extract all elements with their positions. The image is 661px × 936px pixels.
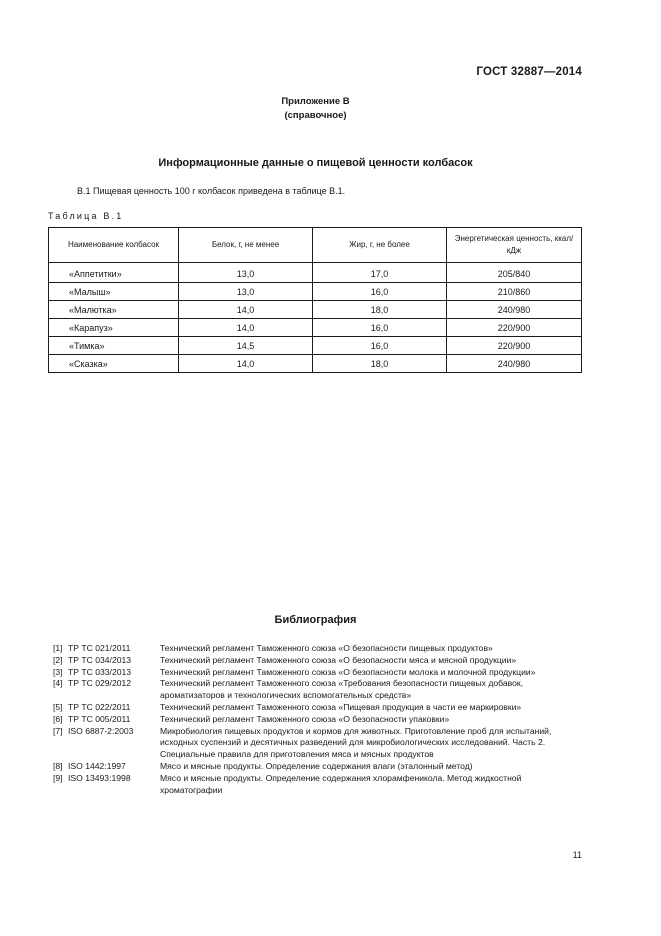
bibliography-text: Микробиология пищевых продуктов и кормов для животных. Приготовление проб для испытаний, исходных суспензий и десятичных разведений для микробиологических исследований. Часть 2. Специальные правила для приготовления мяса и мясных продуктов xyxy=(160,725,552,760)
bibliography-code: ТР ТС 029/2012 xyxy=(68,678,132,689)
bibliography-code: ISO 13493:1998 xyxy=(68,772,131,783)
bibliography-number: [2] xyxy=(53,654,63,665)
table-caption: Таблица В.1 xyxy=(48,211,124,221)
document-code: ГОСТ 32887—2014 xyxy=(476,66,582,78)
table-cell: 210/860 xyxy=(447,283,582,301)
table-row xyxy=(49,263,582,283)
table-cell: 16,0 xyxy=(313,283,447,301)
table-cell: 220/900 xyxy=(447,337,582,355)
table-header-cell: Энергетическая ценность, ккал/кДж xyxy=(447,228,582,263)
bibliography-item xyxy=(53,714,583,726)
table-cell: 240/980 xyxy=(447,301,582,319)
table-cell: «Малыш» xyxy=(49,283,179,301)
bibliography-number: [8] xyxy=(53,760,63,771)
bibliography-text: Технический регламент Таможенного союза «Требования безопасности пищевых добавок, ароматизаторов и технологических вспомогательных средств» xyxy=(160,678,524,701)
nutrition-table xyxy=(48,227,582,373)
bibliography-text: Технический регламент Таможенного союза «Пищевая продукция в части ее маркировки» xyxy=(160,701,522,712)
bibliography-code: ТР ТС 034/2013 xyxy=(68,654,132,665)
bibliography-number: [4] xyxy=(53,678,63,689)
bibliography-number: [9] xyxy=(53,772,63,783)
table-cell: 14,0 xyxy=(179,355,313,373)
bibliography-text: Технический регламент Таможенного союза «О безопасности упаковки» xyxy=(160,713,450,724)
annex-title: Приложение В xyxy=(281,96,350,107)
table-row xyxy=(49,301,582,319)
table-cell: «Малютка» xyxy=(49,301,179,319)
bibliography-item xyxy=(53,667,583,679)
bibliography-list xyxy=(53,643,583,796)
bibliography-number: [7] xyxy=(53,725,63,736)
table-row xyxy=(49,337,582,355)
bibliography-text: Технический регламент Таможенного союза «О безопасности пищевых продуктов» xyxy=(160,643,493,653)
table-cell: 18,0 xyxy=(313,301,447,319)
bibliography-code: ТР ТС 005/2011 xyxy=(68,713,131,724)
bibliography-item xyxy=(53,643,583,655)
table-cell: 16,0 xyxy=(313,337,447,355)
annex-subtitle: (справочное) xyxy=(284,110,347,121)
table-cell: 14,5 xyxy=(179,337,313,355)
bibliography-item xyxy=(53,655,583,667)
table-cell: «Аппетитки» xyxy=(49,263,179,283)
bibliography-text: Мясо и мясные продукты. Определение содержания влаги (эталонный метод) xyxy=(160,760,473,771)
table-cell: 14,0 xyxy=(179,319,313,337)
bibliography-item xyxy=(53,678,583,702)
bibliography-text: Технический регламент Таможенного союза «О безопасности молока и молочной продукции» xyxy=(160,666,536,677)
table-cell: «Тимка» xyxy=(49,337,179,355)
table-cell: «Карапуз» xyxy=(49,319,179,337)
table-cell: 240/980 xyxy=(447,355,582,373)
bibliography-number: [6] xyxy=(53,713,63,724)
page-number: 11 xyxy=(572,850,582,860)
section-title: Информационные данные о пищевой ценности колбасок xyxy=(158,157,473,169)
bibliography-code: ISO 6887-2:2003 xyxy=(68,725,134,736)
bibliography-item xyxy=(53,702,583,714)
bibliography-code: ISO 1442:1997 xyxy=(68,760,126,771)
table-cell: 220/900 xyxy=(447,319,582,337)
table-row xyxy=(49,283,582,301)
table-cell: 14,0 xyxy=(179,301,313,319)
bibliography-title: Библиография xyxy=(274,614,357,626)
table-cell: «Сказка» xyxy=(49,355,179,373)
table-header-cell: Белок, г, не менее xyxy=(179,228,313,263)
bibliography-text: Технический регламент Таможенного союза «О безопасности мяса и мясной продукции» xyxy=(160,654,517,665)
table-header-row xyxy=(49,228,582,263)
table-row xyxy=(49,319,582,337)
bibliography-code: ТР ТС 021/2011 xyxy=(68,643,131,653)
table-cell: 17,0 xyxy=(313,263,447,283)
table-cell: 18,0 xyxy=(313,355,447,373)
bibliography-number: [3] xyxy=(53,666,63,677)
table-cell: 16,0 xyxy=(313,319,447,337)
table-header-cell: Жир, г, не более xyxy=(313,228,447,263)
bibliography-text: Мясо и мясные продукты. Определение содержания хлорамфеникола. Метод жидкостной хроматографии xyxy=(160,772,522,795)
table-cell: 13,0 xyxy=(179,263,313,283)
bibliography-item xyxy=(53,761,583,773)
table-header-cell: Наименование колбасок xyxy=(49,228,179,263)
intro-paragraph: В.1 Пищевая ценность 100 г колбасок приведена в таблице В.1. xyxy=(77,186,346,196)
table-cell: 13,0 xyxy=(179,283,313,301)
bibliography-code: ТР ТС 033/2013 xyxy=(68,666,132,677)
bibliography-item xyxy=(53,726,583,761)
table-row xyxy=(49,355,582,373)
bibliography-number: [5] xyxy=(53,701,63,712)
table-cell: 205/840 xyxy=(447,263,582,283)
bibliography-item xyxy=(53,773,583,797)
bibliography-code: ТР ТС 022/2011 xyxy=(68,701,131,712)
bibliography-number: [1] xyxy=(53,643,63,653)
annex-heading xyxy=(0,95,631,123)
